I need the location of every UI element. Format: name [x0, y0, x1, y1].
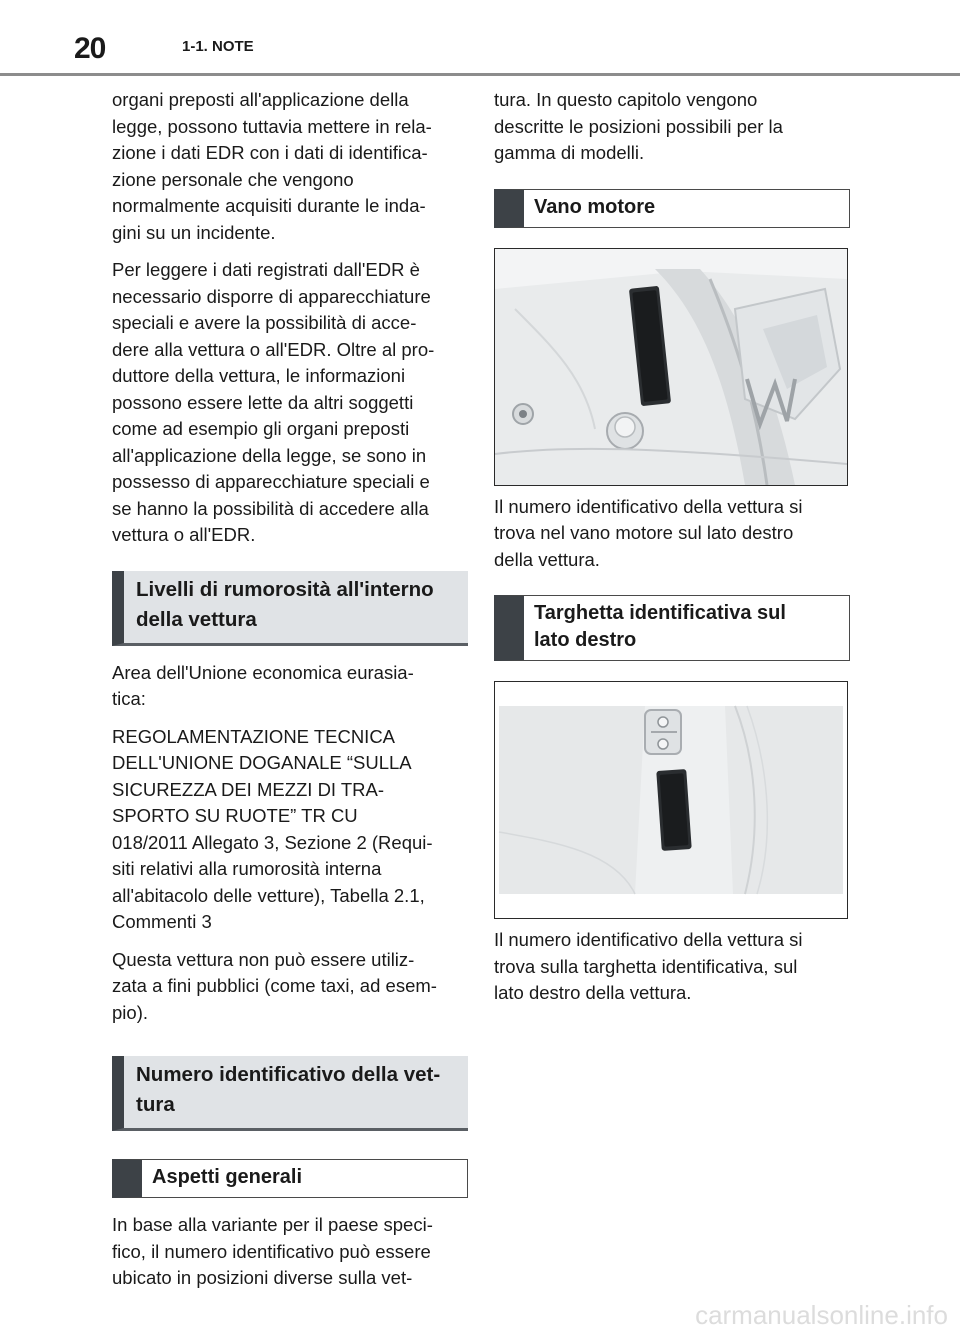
header-rule	[0, 73, 960, 76]
subheading-right-side-plate: Targhetta identificativa sul lato destro	[494, 595, 850, 661]
chapter-title: 1-1. NOTE	[182, 38, 254, 55]
section-heading-vin: Numero identificativo della vet- tura	[112, 1056, 468, 1131]
id-plate-figure	[494, 681, 848, 919]
page-header	[0, 0, 960, 76]
paragraph: tura. In questo capitolo vengono descritte le posizioni possibili per la gamma di modelli.	[494, 89, 783, 163]
section-heading-noise-levels: Livelli di rumorosità all'interno della vettura	[112, 571, 468, 646]
paragraph: Per leggere i dati registrati dall'EDR è necessario disporre di apparecchiature speciali e avere la possibilità di acce- dere alla vettura o all'EDR. Oltre al pro- duttore della vettura, le informazioni possono essere lette da altri soggetti come ad esempio gli organi preposti all'applicazione della legge, se sono in possesso di apparecchiature speciali e se hanno la possibilità di accedere alla vettura o all'EDR.	[112, 259, 435, 545]
subheading-general-aspects: Aspetti generali	[112, 1159, 468, 1198]
paragraph: Questa vettura non può essere utiliz- zata a fini pubblici (come taxi, ad esem- pio).	[112, 948, 437, 1023]
subheading-engine-compartment: Vano motore	[494, 189, 850, 228]
paragraph: Il numero identificativo della vettura si trova nel vano motore sul lato destro della vettura.	[494, 495, 803, 570]
watermark: carmanualsonline.info	[695, 1300, 948, 1330]
paragraph: In base alla variante per il paese speci- fico, il numero identificativo può essere ubicato in posizioni diverse sulla vet-	[112, 1214, 433, 1288]
right-column	[494, 87, 850, 1018]
paragraph: Il numero identificativo della vettura si trova sulla targhetta identificativa, sul lato destro della vettura.	[494, 929, 803, 1003]
paragraph: Area dell'Unione economica eurasia- tica:	[112, 661, 414, 709]
page-number: 20	[74, 32, 106, 65]
left-column	[112, 87, 468, 1303]
door-pillar-illustration	[495, 682, 847, 918]
engine-compartment-figure	[494, 248, 848, 486]
engine-compartment-illustration	[495, 249, 847, 485]
paragraph: organi preposti all'applicazione della legge, possono tuttavia mettere in rela- zione i dati EDR con i dati di identifica- zione personale che vengono normalmente acquisiti durante le inda- gini su un incidente.	[112, 89, 432, 243]
paragraph: REGOLAMENTAZIONE TECNICA DELL'UNIONE DOGANALE “SULLA SICUREZZA DEI MEZZI DI TRA- SPORTO SU RUOTE” TR CU 018/2011 Allegato 3, Sezione 2 (Requi- siti relativi alla rumorosità interna all'abitacolo delle vetture), Tabella 2.1, Commenti 3	[112, 725, 433, 932]
